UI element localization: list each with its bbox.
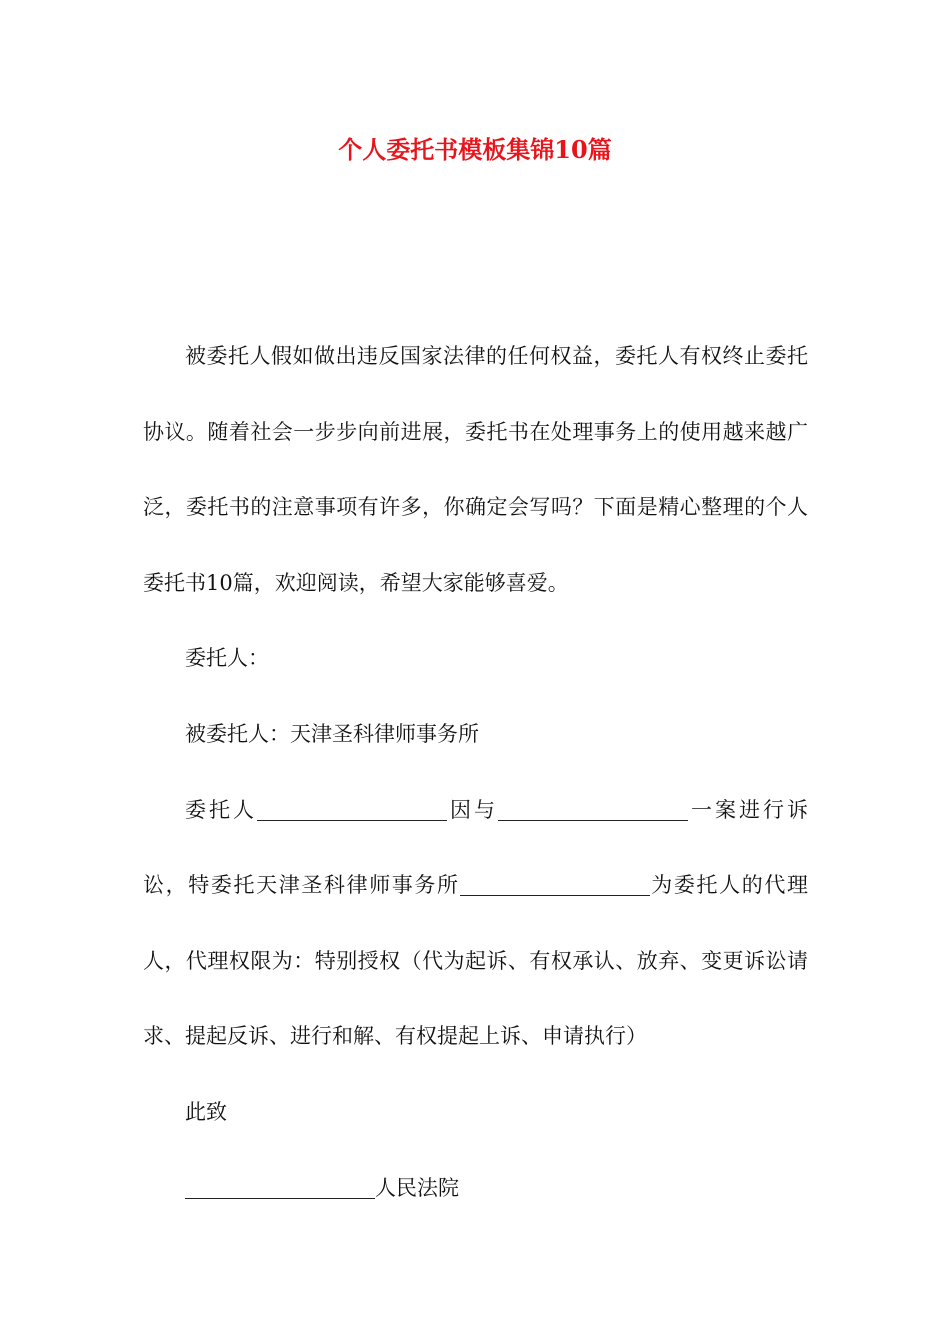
intro-paragraph: 被委托人假如做出违反国家法律的任何权益，委托人有权终止委托协议。随着社会一步步向前进展，委托书在处理事务上的使用越来越广泛，委托书的注意事项有许多，你确定会写吗？下面是精心整理的个人委托书10篇，欢迎阅读，希望大家能够喜爱。 [143, 344, 808, 595]
body-text-3: 一案进行诉讼，特委托天津圣科律师事务所 [143, 797, 808, 898]
blank-principal-name[interactable] [257, 799, 447, 821]
document-body [143, 319, 808, 1226]
body-text-2: 因与 [447, 797, 498, 822]
court-line [143, 1151, 808, 1227]
authorization-paragraph [143, 773, 808, 1075]
court-suffix: 人民法院 [375, 1175, 459, 1200]
blank-lawyer-name[interactable] [460, 874, 650, 896]
document-title: 个人委托书模板集锦10篇 [338, 135, 612, 164]
closing-line: 此致 [185, 1099, 227, 1124]
blank-court-name[interactable] [185, 1177, 375, 1199]
agent-line: 被委托人：天津圣科律师事务所 [185, 721, 479, 746]
principal-line: 委托人： [185, 646, 269, 671]
body-text-4: 为委托人的代理人，代理权限为：特别授权（代为起诉、有权承认、放弃、变更诉讼请求、提起反诉、进行和解、有权提起上诉、申请执行） [143, 873, 809, 1049]
blank-opponent-name[interactable] [498, 799, 688, 821]
body-text-1: 委托人 [185, 797, 257, 822]
